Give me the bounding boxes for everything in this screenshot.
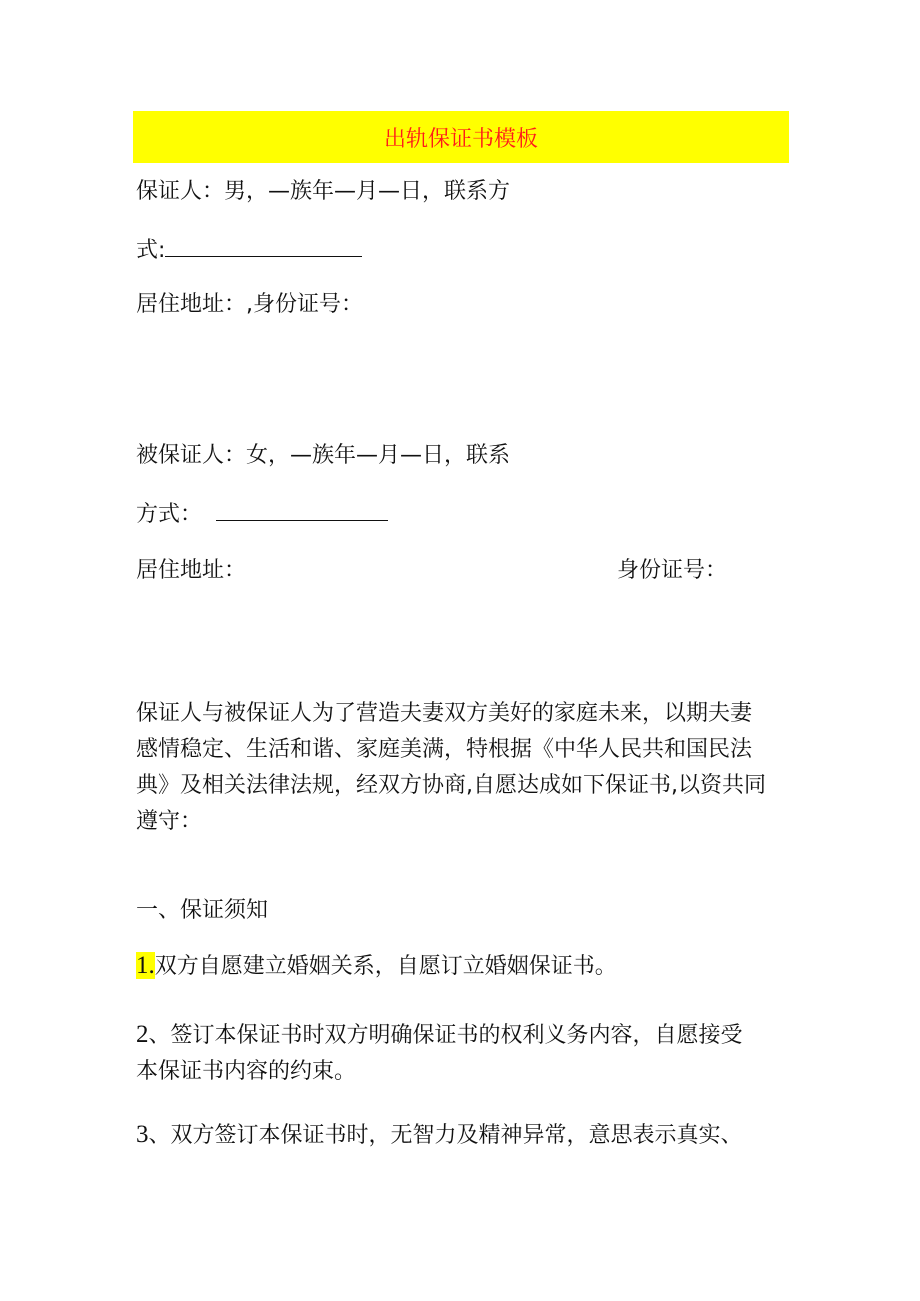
intro-line: 保证人与被保证人为了营造夫妻双方美好的家庭未来，以期夫妻 bbox=[136, 701, 753, 726]
guaranteed-info-line: 被保证人：女，—族年—月—日，联系 bbox=[136, 443, 511, 468]
guarantor-contact-line bbox=[136, 234, 362, 266]
item-number: 1. bbox=[136, 952, 155, 979]
intro-line: 感情稳定、生活和谐、家庭美满，特根据《中华人民共和国民法 bbox=[136, 737, 753, 762]
list-item-2 bbox=[136, 1017, 786, 1090]
list-item-3 bbox=[136, 1120, 743, 1151]
guaranteed-contact-blank bbox=[216, 498, 388, 521]
guaranteed-contact-line bbox=[136, 498, 388, 530]
list-item-1 bbox=[136, 951, 617, 982]
title-banner bbox=[133, 111, 789, 163]
item-text: 、双方签订本保证书时，无智力及精神异常，意思表示真实、 bbox=[148, 1123, 743, 1148]
guaranteed-address-label: 居住地址： bbox=[136, 558, 247, 583]
intro-line: 遵守： bbox=[136, 809, 203, 834]
section-heading: 一、保证须知 bbox=[136, 898, 269, 923]
item-text: 本保证书内容的约束。 bbox=[136, 1059, 357, 1084]
document-title: 出轨保证书模板 bbox=[383, 126, 538, 152]
guaranteed-id-label: 身份证号： bbox=[617, 558, 728, 583]
item-number: 3 bbox=[136, 1121, 149, 1148]
item-text: 、签订本保证书时双方明确保证书的权利义务内容，自愿接受 bbox=[148, 1023, 743, 1048]
guarantor-info-line: 保证人：男，—族年—月—日，联系方 bbox=[136, 179, 511, 204]
intro-paragraph bbox=[136, 696, 786, 840]
item-text: 双方自愿建立婚姻关系，自愿订立婚姻保证书。 bbox=[154, 954, 617, 979]
intro-line: 典》及相关法律法规，经双方协商,自愿达成如下保证书,以资共同 bbox=[136, 773, 766, 798]
guarantor-address-line: 居住地址：,身份证号： bbox=[136, 292, 363, 317]
guaranteed-contact-label: 方式： bbox=[136, 502, 203, 527]
item-number: 2 bbox=[136, 1021, 149, 1048]
guarantor-contact-label: 式: bbox=[136, 238, 166, 263]
guarantor-contact-blank bbox=[165, 234, 362, 257]
